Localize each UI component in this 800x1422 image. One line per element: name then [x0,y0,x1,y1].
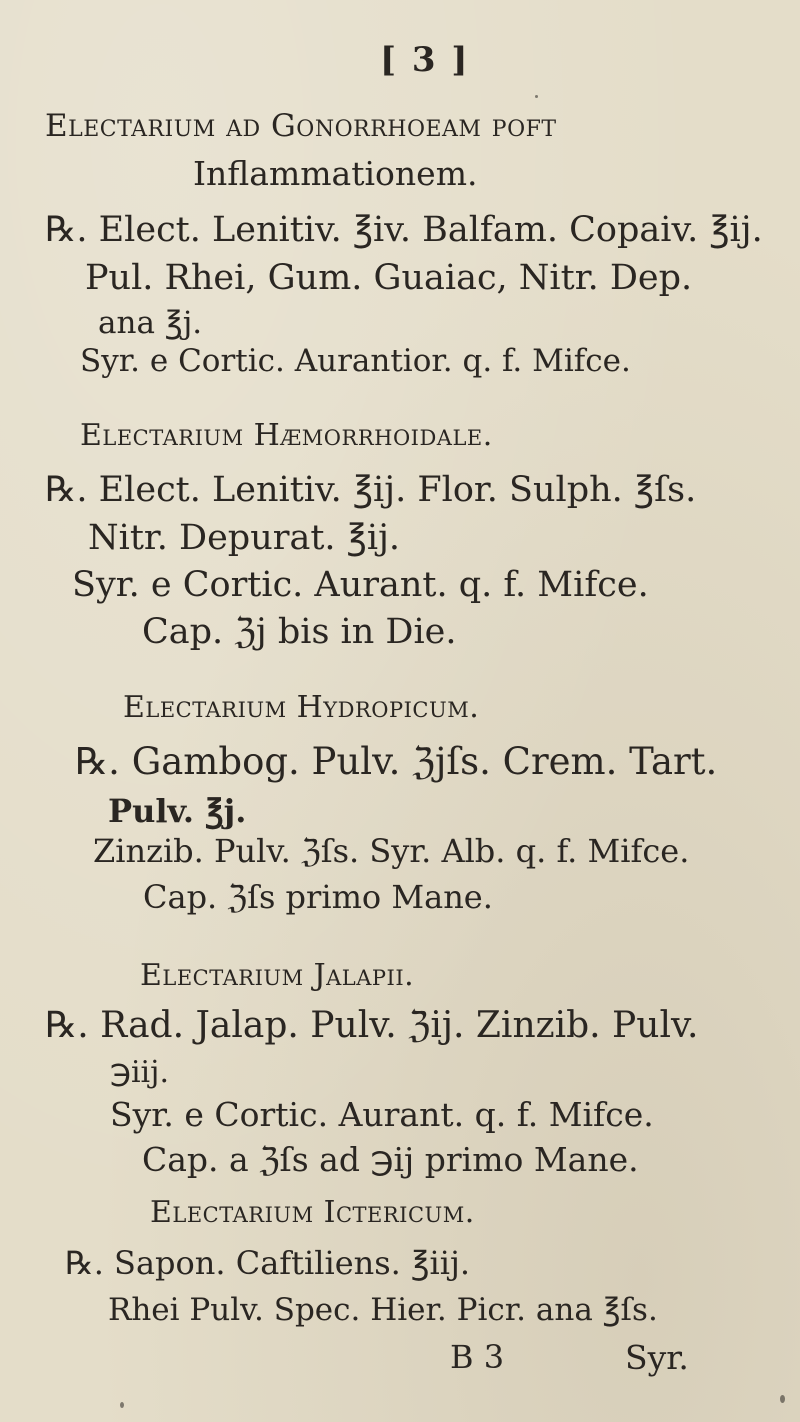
recipe-line: ℞. Elect. Lenitiv. ℥ij. Flor. Sulph. ℥ſs. [45,470,697,510]
recipe-line: Cap. a ℨſs ad ℈ij primo Mane. [142,1140,639,1179]
section-heading-ictericum: Electarium Ictericum. [150,1195,475,1230]
recipe-line: Syr. e Cortic. Aurant. q. f. Mifce. [72,565,649,605]
recipe-line: ℈iij. [110,1055,169,1090]
section-heading-hydropicum: Electarium Hydropicum. [123,690,480,725]
paper-speck [120,1402,124,1408]
recipe-line: ℞. Gambog. Pulv. ℨjſs. Crem. Tart. [75,740,718,783]
recipe-line: Cap. ℨj bis in Die. [142,612,457,652]
recipe-line: Pulv. ℥j. [108,792,247,830]
recipe-line: Rhei Pulv. Spec. Hier. Picr. ana ℥ſs. [108,1292,658,1328]
recipe-line: ℞. Elect. Lenitiv. ℥iv. Balfam. Copaiv. ℥ij. [45,210,763,250]
recipe-line: Zinzib. Pulv. ℨſs. Syr. Alb. q. f. Mifce. [93,832,690,870]
section-heading-gonorrhoeam: Electarium ad Gonorrhoeam poft [45,108,557,144]
recipe-line: ana ℥j. [98,305,203,341]
recipe-line: Syr. e Cortic. Aurant. q. f. Mifce. [110,1095,654,1134]
section-heading-haemorrhoidale: Electarium Hæmorrhoidale. [80,418,493,453]
recipe-line: ℞. Rad. Jalap. Pulv. ℨij. Zinzib. Pulv. [45,1005,699,1046]
section-heading-jalapii: Electarium Jalapii. [140,958,415,993]
recipe-line: Pul. Rhei, Gum. Guaiac, Nitr. Dep. [85,258,693,298]
paper-speck [535,95,538,98]
page-number: [ 3 ] [380,40,470,80]
paper-speck [780,1395,785,1403]
section-heading-continuation: Inflammationem. [193,154,478,193]
catchword: Syr. [625,1338,689,1377]
signature-mark: B 3 [450,1338,505,1376]
recipe-line: Cap. ℨſs primo Mane. [143,878,493,916]
recipe-line: Nitr. Depurat. ℥ij. [88,518,401,558]
recipe-line: Syr. e Cortic. Aurantior. q. f. Mifce. [80,343,631,379]
recipe-line: ℞. Sapon. Caftiliens. ℥iij. [65,1244,471,1282]
